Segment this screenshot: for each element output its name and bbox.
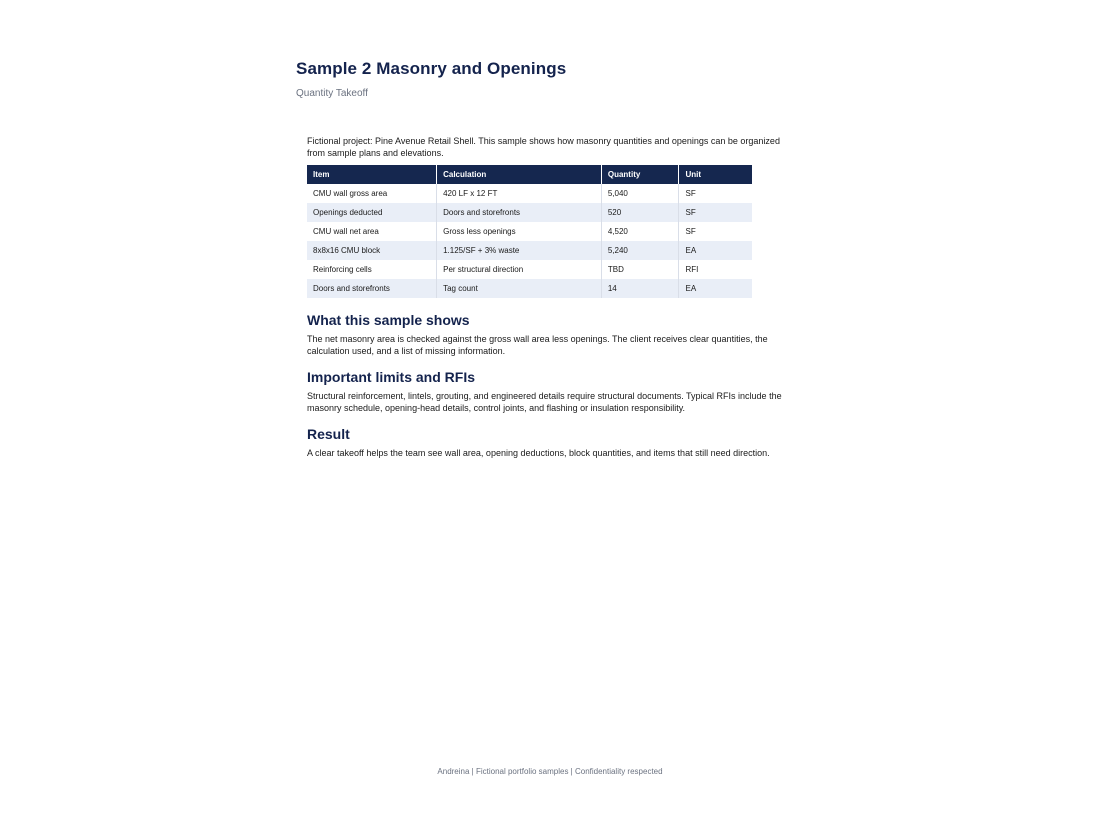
section-body-what-this-sample-shows: The net masonry area is checked against the gross wall area less openings. The client receives clear quantities, the calculation used, and a list of missing information.	[307, 334, 768, 356]
cell-calculation: 1.125/SF + 3% waste	[437, 241, 602, 260]
cell-quantity: 520	[601, 203, 679, 222]
cell-unit: EA	[679, 241, 752, 260]
page-title: Sample 2 Masonry and Openings	[296, 59, 567, 78]
cell-calculation: Tag count	[437, 279, 602, 298]
column-header-item: Item	[307, 165, 437, 184]
cell-quantity: 4,520	[601, 222, 679, 241]
section-heading-result: Result	[307, 426, 350, 442]
cell-calculation: Per structural direction	[437, 260, 602, 279]
page-subtitle: Quantity Takeoff	[296, 88, 368, 99]
cell-calculation: 420 LF x 12 FT	[437, 184, 602, 203]
cell-item: CMU wall net area	[307, 222, 437, 241]
cell-item: Reinforcing cells	[307, 260, 437, 279]
takeoff-table	[307, 165, 752, 298]
cell-item: CMU wall gross area	[307, 184, 437, 203]
cell-calculation: Doors and storefronts	[437, 203, 602, 222]
table-header-row	[307, 165, 752, 184]
cell-item: Doors and storefronts	[307, 279, 437, 298]
table-row	[307, 222, 752, 241]
section-body-limits-and-rfis: Structural reinforcement, lintels, grouting, and engineered details require structural documents. Typical RFIs include the masonry schedule, opening-head details, control joints, and flashing or insulation responsibility.	[307, 391, 782, 413]
cell-item: Openings deducted	[307, 203, 437, 222]
table-row	[307, 260, 752, 279]
section-heading-what-this-sample-shows: What this sample shows	[307, 312, 470, 328]
cell-unit: EA	[679, 279, 752, 298]
cell-unit: SF	[679, 222, 752, 241]
table-row	[307, 184, 752, 203]
column-header-unit: Unit	[679, 165, 752, 184]
column-header-quantity: Quantity	[601, 165, 679, 184]
table-row	[307, 279, 752, 298]
document-body	[307, 135, 787, 459]
cell-quantity: 5,240	[601, 241, 679, 260]
cell-calculation: Gross less openings	[437, 222, 602, 241]
table-row	[307, 241, 752, 260]
table-row	[307, 203, 752, 222]
page-footer: Andreina | Fictional portfolio samples | Confidentiality respected	[437, 767, 663, 776]
cell-quantity: 5,040	[601, 184, 679, 203]
cell-quantity: 14	[601, 279, 679, 298]
cell-unit: SF	[679, 184, 752, 203]
column-header-calculation: Calculation	[437, 165, 602, 184]
cell-unit: SF	[679, 203, 752, 222]
section-heading-limits-and-rfis: Important limits and RFIs	[307, 369, 476, 385]
cell-quantity: TBD	[601, 260, 679, 279]
intro-paragraph: Fictional project: Pine Avenue Retail Shell. This sample shows how masonry quantities and openings can be organized from sample plans and elevations.	[307, 136, 780, 158]
cell-unit: RFI	[679, 260, 752, 279]
section-body-result: A clear takeoff helps the team see wall area, opening deductions, block quantities, and items that still need direction.	[307, 448, 770, 458]
cell-item: 8x8x16 CMU block	[307, 241, 437, 260]
